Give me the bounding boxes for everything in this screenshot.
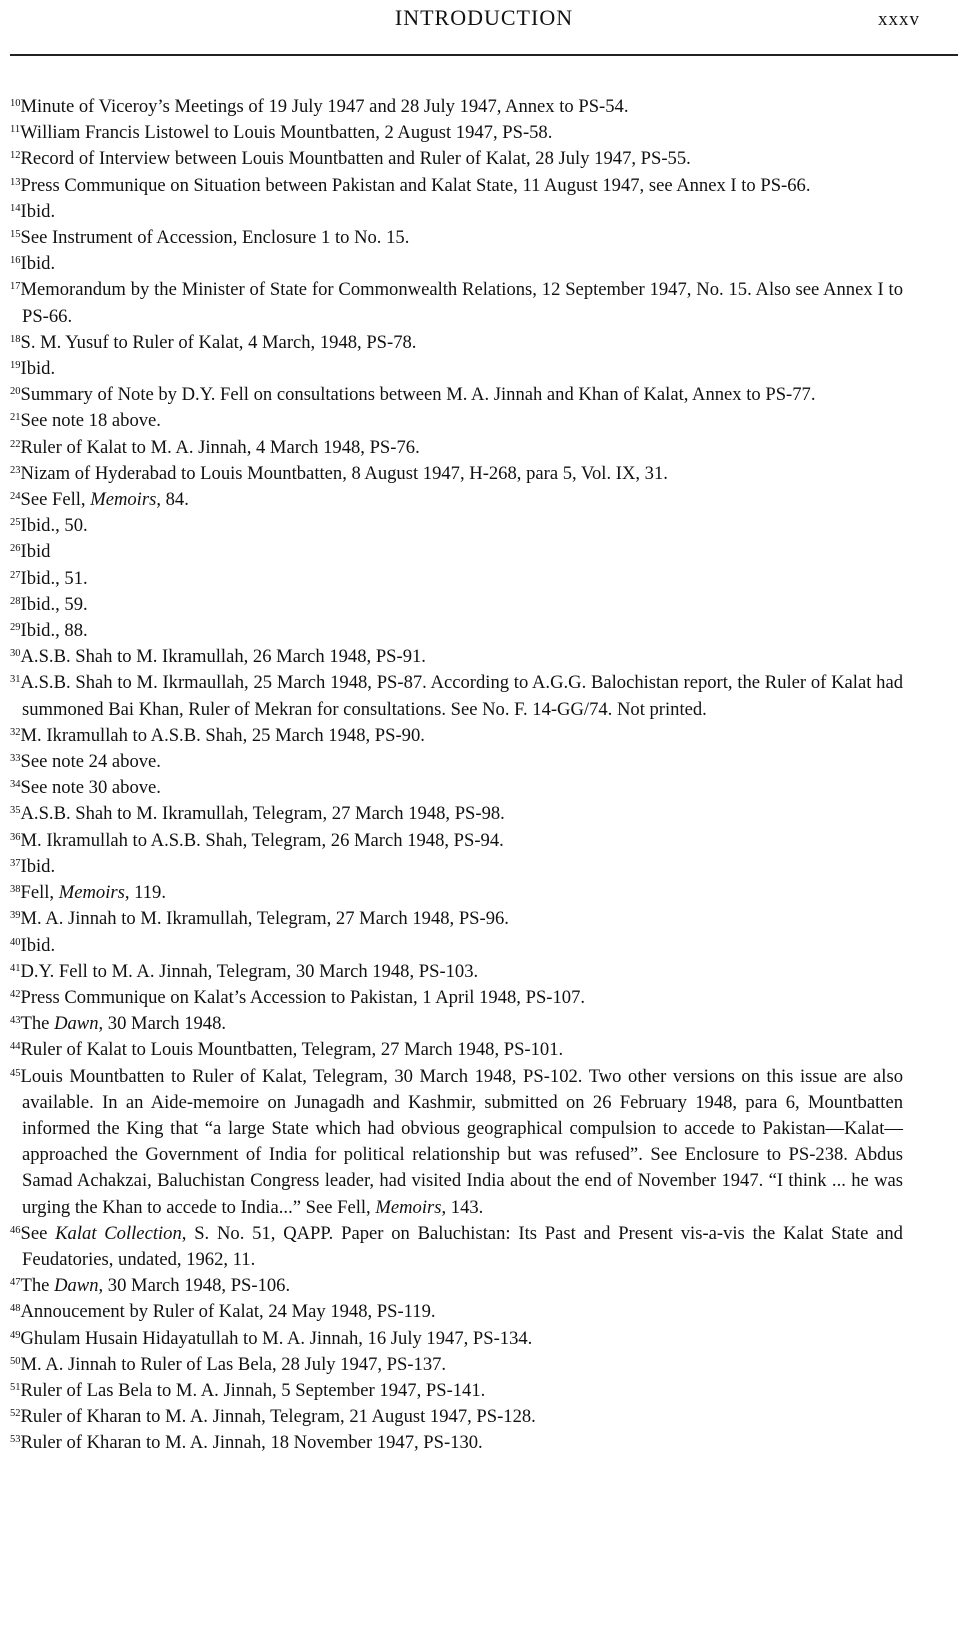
footnote-text: Ibid — [20, 541, 51, 563]
footnote — [10, 854, 903, 880]
footnote-text: M. Ikramullah to A.S.B. Shah, 25 March 1948, PS-90. — [20, 724, 425, 746]
footnote — [10, 828, 903, 854]
footnote-text: Ibid. — [20, 855, 56, 877]
footnote-text: Ibid., 50. — [20, 515, 88, 537]
footnote — [10, 225, 903, 251]
footnote — [10, 1299, 903, 1325]
footnote — [10, 356, 903, 382]
footnote-number: 42 — [10, 989, 21, 1001]
footnote-number: 35 — [10, 805, 21, 817]
footnote — [10, 933, 903, 959]
footnote-text: Ruler of Las Bela to M. A. Jinnah, 5 September 1947, PS-141. — [20, 1379, 486, 1401]
footnote — [10, 487, 903, 513]
footnote-text: , 30 March 1948. — [98, 1013, 227, 1035]
footnote — [10, 539, 903, 565]
footnote-text: M. A. Jinnah to Ruler of Las Bela, 28 July 1947, PS-137. — [20, 1353, 447, 1375]
footnote-number: 30 — [10, 648, 21, 660]
footnote-text: Fell, — [20, 882, 59, 904]
footnote-number: 28 — [10, 596, 21, 608]
footnote-number: 51 — [10, 1382, 21, 1394]
footnote-number: 27 — [10, 569, 21, 581]
footnote-number: 34 — [10, 779, 21, 791]
footnote — [10, 592, 903, 618]
footnote-text: Memorandum by the Minister of State for Commonwealth Relations, 12 September 1947, No. 15. Also see Annex I to PS-66. — [20, 279, 903, 327]
header-rule — [10, 54, 958, 56]
footnote-text: Ghulam Husain Hidayatullah to M. A. Jinnah, 16 July 1947, PS-134. — [20, 1327, 533, 1349]
footnote-text: See note 24 above. — [20, 751, 161, 773]
footnote-text: Record of Interview between Louis Mountbatten and Ruler of Kalat, 28 July 1947, PS-55. — [20, 148, 691, 170]
footnote-text: Nizam of Hyderabad to Louis Mountbatten, 8 August 1947, H-268, para 5, Vol. IX, 31. — [20, 462, 668, 484]
footnote — [10, 1352, 903, 1378]
footnote-text: The — [20, 1013, 55, 1035]
footnote — [10, 1404, 903, 1430]
footnote-text: William Francis Listowel to Louis Mountbatten, 2 August 1947, PS-58. — [20, 122, 553, 144]
footnote-number: 38 — [10, 884, 21, 896]
footnote-number: 15 — [10, 229, 21, 241]
footnote-text: A.S.B. Shah to M. Ikrmaullah, 25 March 1948, PS-87. According to A.G.G. Balochistan report, the Ruler of Kalat had summoned Bai Khan, Ruler of Mekran for consultations. See No. F. 14-GG/74. Not printed. — [20, 672, 903, 720]
footnote — [10, 670, 903, 722]
footnote-text: The — [20, 1275, 55, 1297]
footnote-italic-text: Dawn — [54, 1013, 99, 1035]
footnote-text: Ibid. — [20, 200, 56, 222]
footnote — [10, 1326, 903, 1352]
footnote — [10, 382, 903, 408]
footnote — [10, 435, 903, 461]
footnote-italic-text: Memoirs — [90, 489, 157, 511]
footnote — [10, 120, 903, 146]
footnote — [10, 1037, 903, 1063]
footnote — [10, 1378, 903, 1404]
footnote-number: 41 — [10, 962, 21, 974]
footnote — [10, 959, 903, 985]
footnote-text: , 84. — [156, 489, 189, 511]
footnote-text: Ruler of Kalat to M. A. Jinnah, 4 March 1948, PS-76. — [20, 436, 420, 458]
footnote — [10, 1221, 903, 1273]
running-title: INTRODUCTION — [394, 5, 574, 30]
footnote-text: See Fell, — [20, 489, 91, 511]
footnote-text: , 119. — [124, 882, 166, 904]
footnote — [10, 749, 903, 775]
footnote-number: 20 — [10, 386, 21, 398]
footnote-text: Ibid. — [20, 358, 56, 380]
footnote-italic-text: Dawn — [54, 1275, 99, 1297]
footnote — [10, 1430, 903, 1456]
footnote-number: 37 — [10, 858, 21, 870]
footnote-number: 23 — [10, 465, 21, 477]
footnote-text: Ruler of Kalat to Louis Mountbatten, Telegram, 27 March 1948, PS-101. — [20, 1039, 564, 1061]
footnote — [10, 880, 903, 906]
footnote-text: S. M. Yusuf to Ruler of Kalat, 4 March, 1948, PS-78. — [20, 331, 417, 353]
footnote-text: Annoucement by Ruler of Kalat, 24 May 1948, PS-119. — [20, 1301, 436, 1323]
footnote-number: 31 — [10, 674, 21, 686]
footnote-number: 25 — [10, 517, 21, 529]
footnote-number: 33 — [10, 753, 21, 765]
footnote-number: 52 — [10, 1408, 21, 1420]
footnote — [10, 644, 903, 670]
page-header — [0, 0, 968, 60]
footnote — [10, 94, 903, 120]
footnote-number: 26 — [10, 543, 21, 555]
footnote — [10, 408, 903, 434]
footnote-number: 14 — [10, 203, 21, 215]
footnote-number: 24 — [10, 491, 21, 503]
footnote — [10, 146, 903, 172]
footnote-number: 48 — [10, 1303, 21, 1315]
footnote-text: See note 30 above. — [20, 777, 161, 799]
footnote-text: M. A. Jinnah to M. Ikramullah, Telegram, 27 March 1948, PS-96. — [20, 908, 509, 930]
footnote-text: Ibid. — [20, 934, 56, 956]
footnote-number: 13 — [10, 176, 21, 188]
footnote — [10, 566, 903, 592]
footnote-text: Ibid., 88. — [20, 620, 88, 642]
footnote-number: 29 — [10, 622, 21, 634]
footnote-text: M. Ikramullah to A.S.B. Shah, Telegram, 26 March 1948, PS-94. — [20, 829, 504, 851]
footnote-text: Ibid., 51. — [20, 567, 88, 589]
footnote — [10, 618, 903, 644]
footnote-italic-text: Memoirs — [375, 1196, 442, 1218]
footnote-number: 39 — [10, 910, 21, 922]
footnote-number: 49 — [10, 1329, 21, 1341]
footnote — [10, 251, 903, 277]
footnote-number: 43 — [10, 1015, 21, 1027]
footnote — [10, 513, 903, 539]
footnote-text: Louis Mountbatten to Ruler of Kalat, Telegram, 30 March 1948, PS-102. Two other versions on this issue are also available. In an Aide-memoire on Junagadh and Kashmir, submitted on 26 February 1948, para 6, Mountbatten informed the King that “a large State which had obvious geographical compulsion to accede to Pakistan—Kalat—approached the Government of India for political relationship but was refused”. See Enclosure to PS-238. Abdus Samad Achakzai, Baluchistan Congress leader, had visited India about the end of November 1947. “I think ... he was urging the Khan to accede to India...” See Fell, — [20, 1065, 903, 1218]
footnote — [10, 723, 903, 749]
footnote-text: Press Communique on Situation between Pakistan and Kalat State, 11 August 1947, see Annex I to PS-66. — [20, 174, 811, 196]
footnote-number: 46 — [10, 1224, 21, 1236]
footnote — [10, 330, 903, 356]
footnote-number: 47 — [10, 1277, 21, 1289]
footnote-text: A.S.B. Shah to M. Ikramullah, Telegram, 27 March 1948, PS-98. — [20, 803, 505, 825]
page-number: xxxv — [878, 9, 920, 30]
footnote — [10, 906, 903, 932]
footnote-text: Minute of Viceroy’s Meetings of 19 July 1947 and 28 July 1947, Annex to PS-54. — [20, 96, 629, 117]
footnote-text: Ibid., 59. — [20, 593, 88, 615]
footnote-italic-text: Kalat Collection — [55, 1222, 182, 1244]
footnote-number: 32 — [10, 727, 21, 739]
footnote-text: See — [20, 1222, 56, 1244]
footnote-number: 12 — [10, 150, 21, 162]
footnote-text: Ruler of Kharan to M. A. Jinnah, Telegram, 21 August 1947, PS-128. — [20, 1406, 536, 1428]
footnote-text: A.S.B. Shah to M. Ikramullah, 26 March 1948, PS-91. — [20, 646, 426, 668]
footnote — [10, 277, 903, 329]
footnote-text: Ruler of Kharan to M. A. Jinnah, 18 November 1947, PS-130. — [20, 1432, 483, 1454]
footnote-text: Summary of Note by D.Y. Fell on consultations between M. A. Jinnah and Khan of Kalat, Annex to PS-77. — [20, 384, 816, 406]
footnote — [10, 985, 903, 1011]
footnote-text: D.Y. Fell to M. A. Jinnah, Telegram, 30 March 1948, PS-103. — [20, 960, 479, 982]
footnote-text: , 143. — [441, 1196, 484, 1218]
footnote-number: 22 — [10, 438, 21, 450]
footnote-number: 16 — [10, 255, 21, 267]
footnote-number: 45 — [10, 1067, 21, 1079]
footnote — [10, 1011, 903, 1037]
footnote — [10, 775, 903, 801]
footnote-text: , 30 March 1948, PS-106. — [98, 1275, 291, 1297]
footnote-number: 18 — [10, 334, 21, 346]
footnote — [10, 1273, 903, 1299]
footnote-number: 50 — [10, 1355, 21, 1367]
footnote-text: , S. No. 51, QAPP. Paper on Baluchistan: Its Past and Present vis-a-vis the Kalat State and Feudatories, undated, 1962, 11. — [22, 1222, 903, 1270]
footnote — [10, 173, 903, 199]
footnotes-list — [10, 94, 903, 1457]
footnote-number: 10 — [10, 98, 21, 110]
footnote — [10, 801, 903, 827]
footnote-number: 53 — [10, 1434, 21, 1446]
footnote — [10, 1064, 903, 1221]
footnote-number: 40 — [10, 936, 21, 948]
footnote — [10, 461, 903, 487]
footnote-text: See Instrument of Accession, Enclosure 1 to No. 15. — [20, 227, 410, 249]
footnote-number: 21 — [10, 412, 21, 424]
footnote — [10, 199, 903, 225]
footnote-text: Press Communique on Kalat’s Accession to Pakistan, 1 April 1948, PS-107. — [20, 986, 586, 1008]
footnote-text: Ibid. — [20, 253, 56, 275]
footnote-number: 19 — [10, 360, 21, 372]
footnote-number: 36 — [10, 831, 21, 843]
footnote-number: 44 — [10, 1041, 21, 1053]
footnote-number: 11 — [10, 124, 21, 136]
footnote-italic-text: Memoirs — [58, 882, 125, 904]
footnote-text: See note 18 above. — [20, 410, 161, 432]
footnote-number: 17 — [10, 281, 21, 293]
